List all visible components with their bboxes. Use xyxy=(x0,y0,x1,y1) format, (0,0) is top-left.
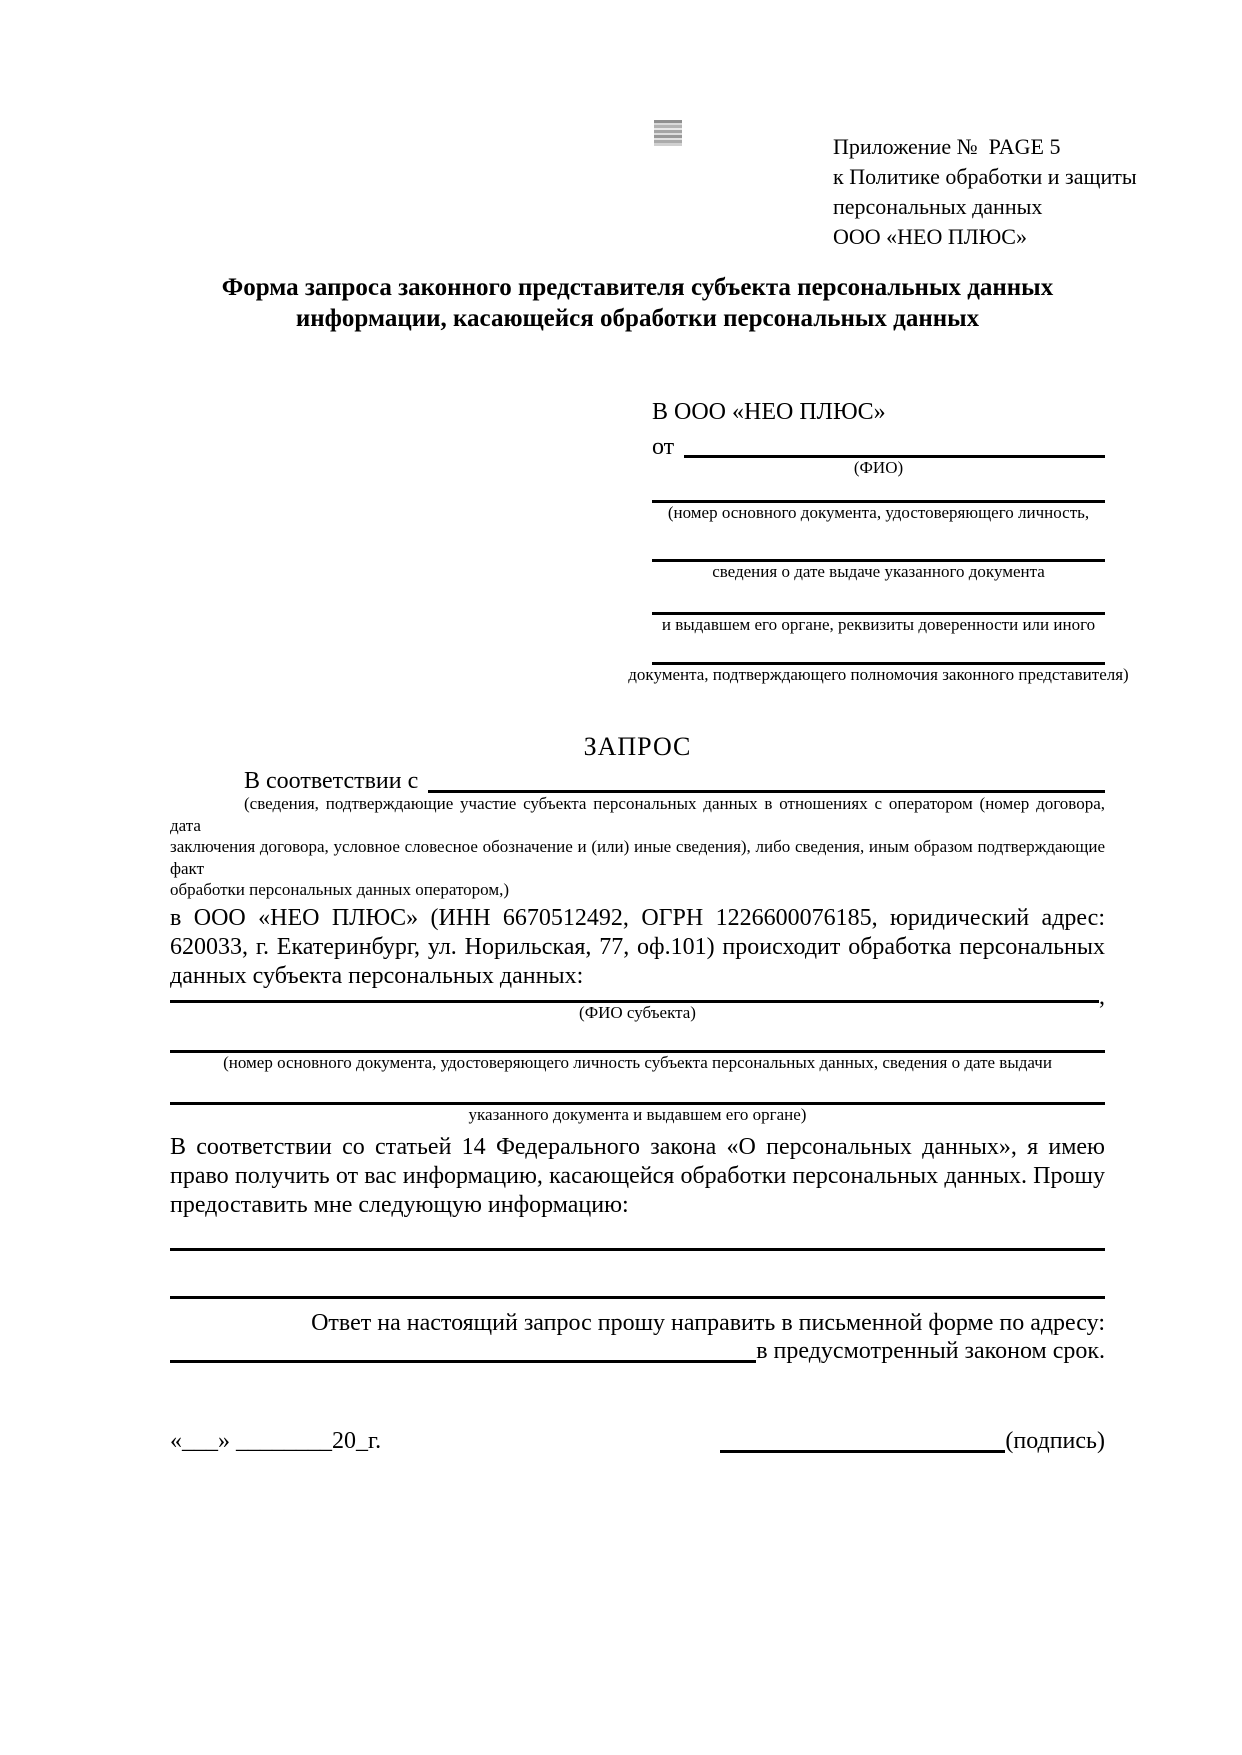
fill-line-doc-number xyxy=(652,478,1105,503)
caption-row xyxy=(170,1105,1105,1125)
fine-print xyxy=(170,793,1105,901)
caption-fio: (ФИО) xyxy=(853,458,904,477)
fine-print-line: (сведения, подтверждающие участие субъекта персональных данных в отношениях с оператором (номер договора, дата xyxy=(170,794,1105,835)
embedded-object-icon xyxy=(654,120,682,146)
caption-doc-number: (номер основного документа, удостоверяющего личность, xyxy=(667,503,1090,522)
fill-line-basis xyxy=(428,764,1105,793)
caption-doc-issue-date: сведения о дате выдаче указанного документа xyxy=(712,562,1045,581)
fill-line-info-1 xyxy=(170,1220,1105,1251)
date-line: «___» ________20_г. xyxy=(170,1427,382,1454)
operator-paragraph-line: в ООО «НЕО ПЛЮС» (ИНН 6670512492, ОГРН 1226600076185, юридический адрес: xyxy=(170,904,1105,931)
caption-power-of-attorney: документа, подтверждающего полномочия законного представителя) xyxy=(628,665,1129,684)
caption-row xyxy=(652,615,1105,635)
fill-line-representative-fio xyxy=(684,431,1105,458)
subject-fio-row xyxy=(170,983,1105,1010)
intro-row xyxy=(170,767,1105,793)
document-title-line: Форма запроса законного представителя субъекта персональных данных xyxy=(221,274,1054,301)
subject-comma: , xyxy=(1099,983,1105,1010)
fill-line-reply-address xyxy=(170,1334,756,1363)
reply-tail: в предусмотренный законом срок. xyxy=(756,1337,1105,1364)
fill-line-subject-doc-authority xyxy=(170,1073,1105,1105)
addressee-to: В ООО «НЕО ПЛЮС» xyxy=(652,399,886,425)
signature-row xyxy=(170,1427,1105,1453)
addressee-block xyxy=(628,398,1129,685)
from-label: от xyxy=(652,434,675,460)
operator-paragraph-line: данных субъекта персональных данных: xyxy=(170,962,584,989)
signature-caption: (подпись) xyxy=(1005,1427,1105,1454)
appendix-line: Приложение № PAGE 5 xyxy=(833,134,1061,159)
operator-paragraph-line: 620033, г. Екатеринбург, ул. Норильская, 77, оф.101) происходит обработка персональных xyxy=(170,933,1105,960)
caption-row xyxy=(652,458,1105,478)
caption-subject-doc: (номер основного документа, удостоверяющего личность субъекта персональных данных, сведения о дате выдачи xyxy=(223,1052,1052,1072)
caption-doc-authority: и выдавшем его органе, реквизиты доверенности или иного xyxy=(661,615,1096,634)
caption-subject-doc-authority: указанного документа и выдавшем его органе) xyxy=(468,1104,807,1124)
rights-paragraph-line: В соответствии со статьей 14 Федерального закона «О персональных данных», я имею xyxy=(170,1133,1105,1160)
caption-subject-fio: (ФИО субъекта) xyxy=(579,1002,696,1022)
fine-print-line: заключения договора, условное словесное обозначение и (или) иные сведения), либо сведения, иным образом подтверждающие факт xyxy=(170,837,1105,878)
from-row xyxy=(652,434,1105,458)
appendix-note xyxy=(833,132,1137,252)
fill-line-doc-issue-date xyxy=(652,523,1105,562)
document-title-line: информации, касающейся обработки персональных данных xyxy=(295,305,980,332)
caption-row xyxy=(170,1003,1105,1023)
fill-line-doc-authority xyxy=(652,582,1105,615)
appendix-line: ООО «НЕО ПЛЮС» xyxy=(833,224,1027,249)
document-content xyxy=(170,0,1137,1454)
caption-row xyxy=(170,1053,1105,1073)
fill-line-power-of-attorney xyxy=(652,635,1105,665)
rights-paragraph xyxy=(170,1133,1105,1220)
appendix-line: к Политике обработки и защиты xyxy=(833,164,1137,189)
reply-request-line: Ответ на настоящий запрос прошу направить в письменной форме по адресу: xyxy=(311,1309,1105,1336)
signature-group xyxy=(720,1427,1105,1453)
caption-row xyxy=(652,503,1105,523)
fill-line-info-2 xyxy=(170,1251,1105,1299)
fine-print-line: обработки персональных данных оператором,) xyxy=(170,880,510,899)
document-title xyxy=(170,272,1105,334)
fill-line-subject-doc xyxy=(170,1023,1105,1053)
reply-address-row xyxy=(170,1337,1105,1363)
fill-line-signature xyxy=(720,1424,1005,1453)
document-header xyxy=(170,118,1137,252)
intro-label: В соответствии с xyxy=(244,768,419,794)
appendix-line: персональных данных xyxy=(833,194,1043,219)
request-heading: ЗАПРОС xyxy=(583,732,692,761)
operator-paragraph xyxy=(170,904,1105,991)
caption-row xyxy=(652,562,1105,582)
caption-row xyxy=(628,665,1129,685)
rights-paragraph-line: право получить от вас информацию, касающейся обработки персональных данных. Прошу xyxy=(170,1162,1105,1189)
fill-line-subject-fio xyxy=(170,988,1099,1003)
rights-paragraph-line: предоставить мне следующую информацию: xyxy=(170,1191,629,1218)
